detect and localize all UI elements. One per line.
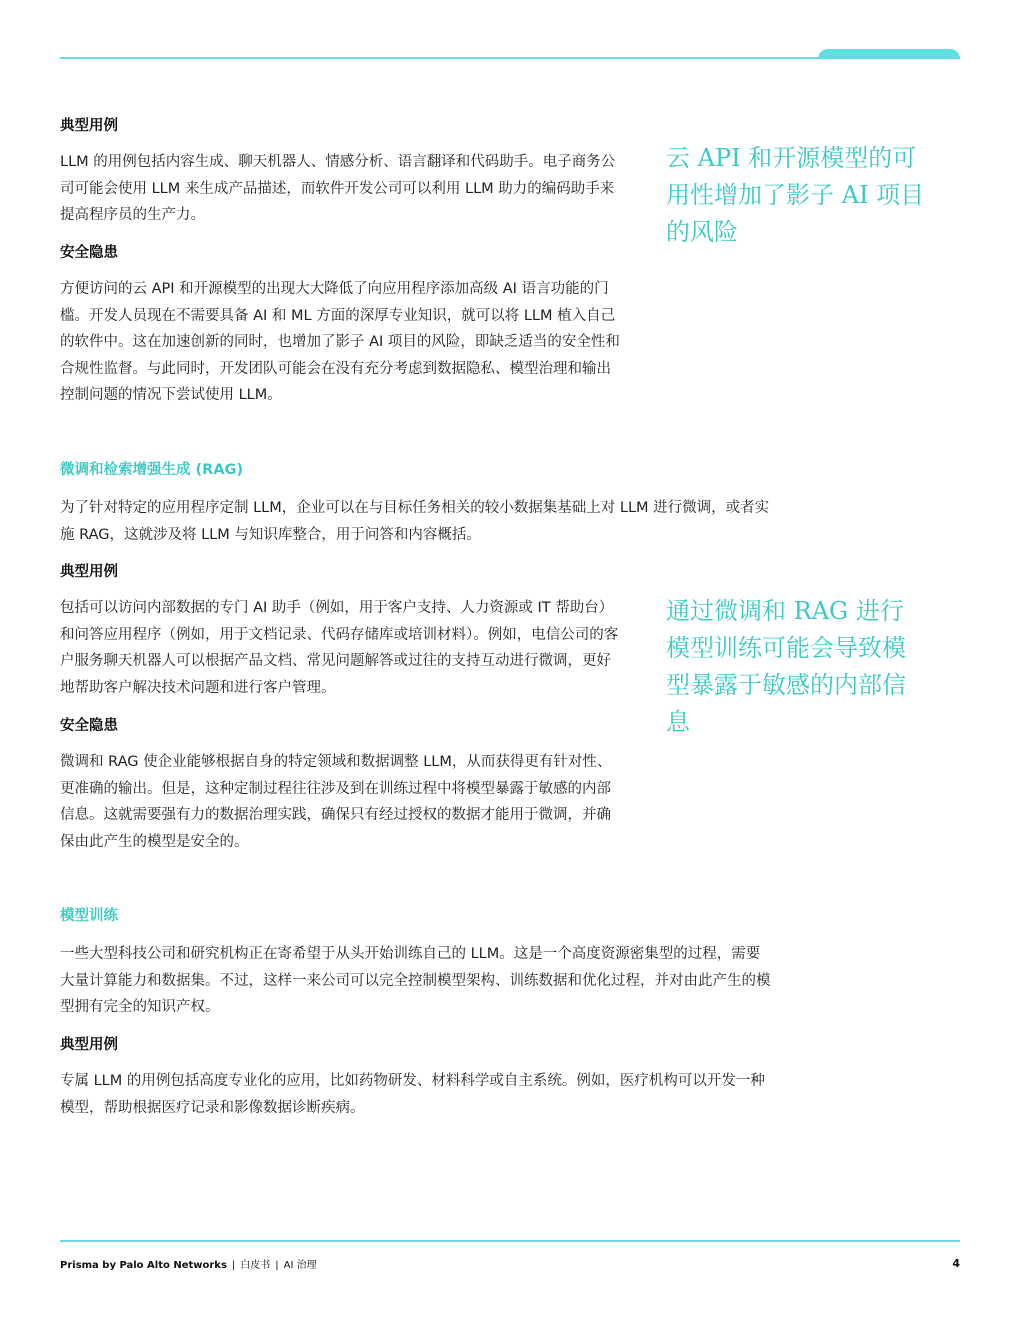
footer-breadcrumb [60, 1259, 317, 1273]
risks-paragraph-1: 方便访问的云 API 和开源模型的出现大大降低了向应用程序添加高级 AI 语言功能的门槛。开发人员现在不需要具备 AI 和 ML 方面的深厚专业知识，就可以将 LLM 植入自己的软件中。这在加速创新的同时，也增加了影子 AI 项目的风险，即缺乏适当的安全性和合规性监督。与此同时，开发团队可能会在没有充分考虑到数据隐私、模型治理和输出控制问题的情况下尝试使用 LLM。 [60, 281, 620, 403]
footer-topic: AI 治理 [283, 1260, 317, 1271]
use-cases-label-3: 典型用例 [60, 1037, 118, 1053]
use-cases-label-1: 典型用例 [60, 118, 118, 134]
pull-quote-2: 通过微调和 RAG 进行模型训练可能会导致模型暴露于敏感的内部信息 [666, 597, 906, 736]
use-cases-paragraph-2: 包括可以访问内部数据的专门 AI 助手（例如，用于客户支持、人力资源或 IT 帮助台）和问答应用程序（例如，用于文档记录、代码存储库或培训材料）。例如，电信公司的客户服务聊天机器人可以根据产品文档、常见问题解答或过往的支持互动进行微调，更好地帮助客户解决技术问题和进行客户管理。 [60, 600, 619, 696]
use-cases-label-2: 典型用例 [60, 564, 118, 580]
section-title-training: 模型训练 [60, 908, 118, 924]
risks-paragraph-2: 微调和 RAG 使企业能够根据自身的特定领域和数据调整 LLM，从而获得更有针对性、更准确的输出。但是，这种定制过程往往涉及到在训练过程中将模型暴露于敏感的内部信息。这就需要强有力的数据治理实践，确保只有经过授权的数据才能用于微调，并确保由此产生的模型是安全的。 [60, 754, 612, 850]
footer-rule [60, 1240, 960, 1242]
rag-intro-paragraph: 为了针对特定的应用程序定制 LLM，企业可以在与目标任务相关的较小数据集基础上对 LLM 进行微调，或者实施 RAG，这就涉及将 LLM 与知识库整合，用于问答和内容概括。 [60, 500, 770, 543]
page-number: 4 [952, 1257, 960, 1270]
use-cases-paragraph-3: 专属 LLM 的用例包括高度专业化的应用，比如药物研发、材料科学或自主系统。例如，医疗机构可以开发一种模型，帮助根据医疗记录和影像数据诊断疾病。 [60, 1073, 765, 1116]
use-cases-paragraph-1: LLM 的用例包括内容生成、聊天机器人、情感分析、语言翻译和代码助手。电子商务公司可能会使用 LLM 来生成产品描述，而软件开发公司可以利用 LLM 助力的编码助手来提高程序员的生产力。 [60, 154, 616, 223]
header-tab-accent [818, 49, 960, 59]
footer-separator: | [275, 1260, 279, 1271]
training-intro-paragraph: 一些大型科技公司和研究机构正在寄希望于从头开始训练自己的 LLM。这是一个高度资源密集型的过程，需要大量计算能力和数据集。不过，这样一来公司可以完全控制模型架构、训练数据和优化过程，并对由此产生的模型拥有完全的知识产权。 [60, 946, 771, 1015]
footer-doc-type: 白皮书 [240, 1260, 271, 1271]
footer-separator: | [231, 1260, 236, 1271]
footer-brand: Prisma by Palo Alto Networks [60, 1260, 227, 1271]
section-title-rag: 微调和检索增强生成 (RAG) [60, 462, 244, 478]
risks-label-2: 安全隐患 [60, 718, 118, 734]
pull-quote-1: 云 API 和开源模型的可用性增加了影子 AI 项目的风险 [666, 144, 925, 246]
risks-label-1: 安全隐患 [60, 245, 118, 261]
